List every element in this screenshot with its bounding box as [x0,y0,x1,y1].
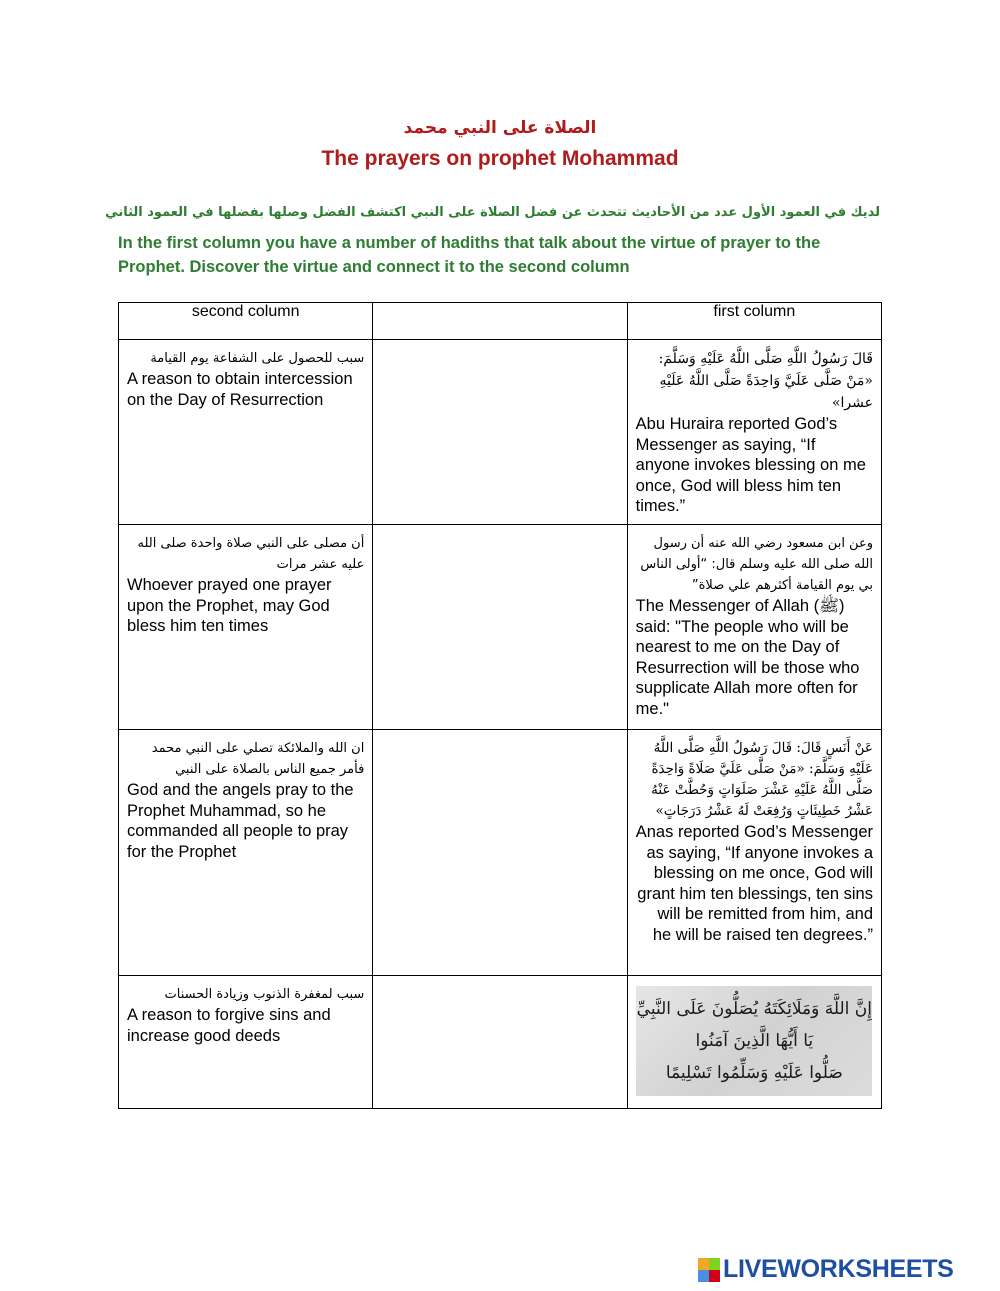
table-row [119,730,882,976]
title-english: The prayers on prophet Mohammad [321,147,679,170]
liveworksheets-logo [698,1255,954,1284]
header-second-column: second column [119,303,373,340]
instruction-arabic: لديك في العمود الأول عدد من الأحاديث تتحدث عن فضل الصلاة على النبي اكتشف الفضل وصلها بفضلها في العمود الثاني [105,205,880,220]
quran-verse-line: صَلُّوا عَلَيْهِ وَسَلِّمُوا تَسْلِيمًا [665,1063,843,1083]
answer-text-arabic: سبب للحصول على الشفاعة يوم القيامة [150,351,365,366]
answer-text-arabic: ان الله والملائكة تصلي على النبي محمد فأمر جميع الناس بالصلاة على النبي [151,741,365,777]
hadith-text-arabic: قَالَ رَسُولُ اللَّهِ صَلَّى اللَّهُ عَلَيْهِ وَسَلَّمَ: «مَنْ صَلَّى عَلَيَّ وَاحِدَةً صَلَّى اللَّهُ عَلَيْهِ عشرا» [658,351,873,411]
hadith-text-arabic: عَنْ أَنَسٍ قَالَ: قَالَ رَسُولُ اللَّهِ صَلَّى اللَّهُ عَلَيْهِ وَسَلَّمَ: «مَنْ صَلَّى عَلَيَّ صَلَاةً وَاحِدَةً صَلَّى اللَّهُ عَلَيْهِ عَشْرَ صَلَوَاتٍ وَحُطَّتْ عَنْهُ عَشْرُ خَطِيئَاتٍ وَرُفِعَتْ لَهُ عَشْرُ دَرَجَاتٍ» [651,740,873,819]
hadith-cell[interactable] [627,525,881,730]
answer-cell[interactable] [119,340,373,525]
hadith-cell[interactable] [627,340,881,525]
table-row [119,340,882,525]
quran-verse-line: إِنَّ اللَّهَ وَمَلَائِكَتَهُ يُصَلُّونَ عَلَى النَّبِيِّ [636,999,872,1019]
connector-cell[interactable] [373,976,627,1109]
matching-table [118,302,882,1109]
title-arabic: الصلاة على النبي محمد [403,118,597,138]
instruction-english: In the first column you have a number of hadiths that talk about the virtue of prayer to the Prophet. Discover the virtue and connect it to the second column [118,234,821,276]
connector-cell[interactable] [373,730,627,976]
answer-cell[interactable] [119,525,373,730]
answer-cell[interactable] [119,730,373,976]
quran-verse-image [636,986,872,1096]
answer-cell[interactable] [119,976,373,1109]
hadith-cell[interactable] [627,730,881,976]
answer-text-english: A reason to obtain intercession on the Day of Resurrection [127,370,353,409]
answer-text-english: Whoever prayed one prayer upon the Prophet, may God bless him ten times [127,576,332,635]
hadith-text-english: Abu Huraira reported God’s Messenger as saying, “If anyone invokes blessing on me once, God will bless him ten times.” [635,415,866,515]
table-row [119,525,882,730]
header-middle-column [373,303,627,340]
logo-text: LIVEWORKSHEETS [723,1255,954,1283]
answer-text-arabic: أن مصلى على النبي صلاة واحدة صلى الله عليه عشر مرات [137,536,365,572]
answer-text-english: A reason to forgive sins and increase good deeds [127,1006,331,1045]
hadith-text-english: The Messenger of Allah (ﷺ) said: "The people who will be nearest to me on the Day of Resurrection will be those who supplicate Allah more often for me." [635,597,860,718]
hadith-text-arabic: وعن ابن مسعود رضي الله عنه أن رسول الله صلى الله عليه وسلم قال: “أولى الناس بي يوم القيامة أكثرهم علي صلاة” [640,536,873,593]
table-row [119,976,882,1109]
connector-cell[interactable] [373,340,627,525]
quran-verse-cell[interactable] [627,976,881,1109]
quran-verse-line: يَا أَيُّهَا الَّذِينَ آمَنُوا [695,1031,814,1051]
table-header-row [119,303,882,340]
logo-icon [698,1258,720,1282]
header-first-column: first column [627,303,881,340]
connector-cell[interactable] [373,525,627,730]
hadith-text-english: Anas reported God’s Messenger as saying, “If anyone invokes a blessing on me once, God will grant him ten blessings, ten sins will be remitted from him, and he will be raised ten degrees.” [635,823,873,944]
answer-text-arabic: سبب لمغفرة الذنوب وزيادة الحسنات [164,987,365,1002]
answer-text-english: God and the angels pray to the Prophet Muhammad, so he commanded all people to pray for the Prophet [127,781,354,861]
